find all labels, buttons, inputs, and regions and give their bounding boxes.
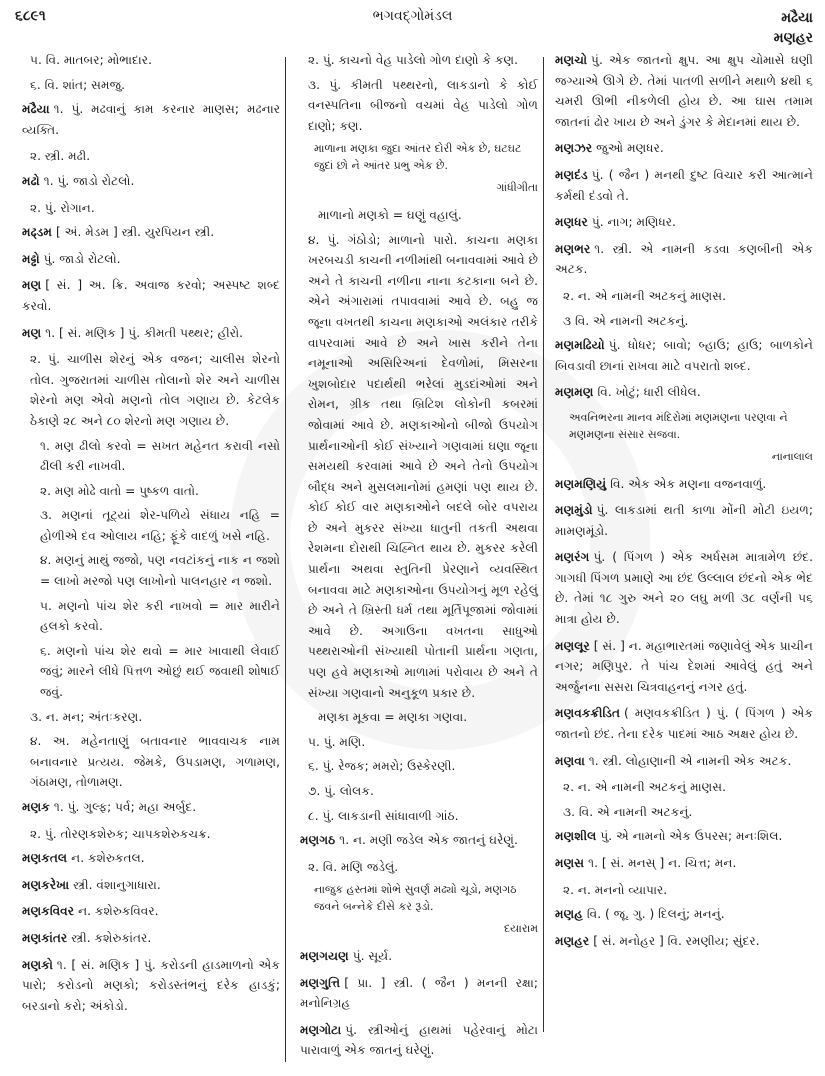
dictionary-entry (22, 323, 280, 344)
dictionary-entry (555, 547, 813, 629)
idiom: ૩. મણનાં તૂટ્યાં શેર-પળિયે સંધાય નહિ = હોળીએ દવ ઓલાય નહિ; ફૂંકે વાદળું ખસે નહિ. (40, 508, 280, 543)
headword: મણકો (22, 957, 53, 972)
idiom: મણકા મૂકવા = મણકા ગણવા. (318, 710, 468, 725)
dictionary-entry (555, 138, 813, 159)
headword: મણસ (555, 856, 585, 870)
dictionary-entry (555, 165, 813, 206)
sense-definition: ૨. પું. કાચનો વેહ પાડેલો ગોળ દાણો કે કણ. (308, 53, 519, 67)
definition: ૧. પું. મઢવાનું કામ કરનાર માણસ; મઢનાર વ્યક્તિ. (22, 102, 280, 137)
definition: ૧. સ્ત્રી. એ નામની કડવા કણબીની એક અટક. (555, 241, 813, 277)
sense-definition: ૨. પું. તોરણકશેરુક; ચાપકશેરુકચક્ર. (30, 826, 211, 841)
sense-definition: ૩ વિ. એ નામની અટકનું. (563, 313, 689, 328)
headword: મણમઢિયો (555, 338, 605, 353)
dictionary-entry (22, 848, 280, 869)
quotation: નાજુક હસ્તમાં શોભે સુવર્ણ મઢ્યો ચૂડો, મણગઠ જવને બન્નેકે દીસે કર રૂડો. (314, 883, 517, 914)
sense-definition: ૩. વિ. એ નામની અટકનું. (563, 804, 693, 819)
headword: મણકતલ (22, 851, 68, 866)
headword: મણલૂર (555, 638, 590, 653)
definition: પું. સ્ત્રીઓનું હાથમાં પહેરવાનું મોટા પારાવાળું એક જાતનું ઘરેણું. (300, 1022, 538, 1058)
sense-definition: ૨. પું. ચાળીસ શેરનું એક વજન; ચાલીસ શેરનો તોલ. ગુજરાતમાં ચાળીસ તોલાનો શેર અને ચાળીસ શેરનો મણ એવો મણનો તોલ ગણાય છે. કેટલેક ઠેકાણે ૨૮ અને ૮૦ શેરનો મણ ગણાય છે. (30, 352, 280, 428)
column-left (22, 50, 280, 1022)
headword: મણકાંતર (22, 930, 68, 945)
dictionary-entry (22, 875, 280, 896)
dictionary-entry (555, 931, 813, 952)
definition: પું. નાગ; મણિધર. (591, 215, 676, 230)
dictionary-entry (555, 50, 813, 132)
dictionary-entry (555, 382, 813, 403)
sense-definition: ૪. પું. ગંઠોડો; માળાનો પારો. કાચના મણકા ખરબચડી કાચની નળીમાંથી બનાવવામાં આવે છે અને તે કાચની નળીના નાના કટકાના બને છે. એને અંગારામાં તપાવવામાં આવે છે. બહુ જ જૂના વખતથી કાચના મણકાઓ અલંકાર તરીકે વાપરવામાં આવે છે અને ખાસ કરીને તેના નમૂનાઓ અસિરિઅનાં દેવળોમાં, મિસરના ખુશબોદાર પદાર્થથી ભરેલાં મુડદાંઓમાં અને રોમન, ગ્રીક તથા બ્રિટિશ લોકોની કબરમાં જોવામાં આવે છે. મણકાઓનો બીજો ઉપયોગ પ્રાર્થનાઓની કોઈ સંખ્યાને ગણવામાં ઘણા જૂના સમયથી કરવામાં આવે છે અને તેનો ઉપયોગ બૌદ્ધ અને મુસલમાનોમાં હમણાં પણ થાય છે. કોઈ કોઈ વાર મણકાઓને બદલે બોર વપરાય છે અને મુકરર સંખ્યા ધાતુની તકતી અથવા રેશમના દોરાથી ચિહ્નિત થાય છે. મુકરર કરેલી પ્રાર્થના અથવા સ્તુતિની પ્રેરણાને વ્યવસ્થિત બનાવવા માટે મણકાઓના ઉપયોગનું મૂળ રહેલું છે અને તે ખ્રિસ્તી ધર્મ તથા મૂર્તિપૂજામાં જોવામાં આવે છે. અગાઉના વખતના સાધુઓ પથ્થરાઓની સંખ્યાથી પોતાની પ્રાર્થના ગણતા, પણ હવે મણકાઓ માળામાં પરોવાય છે અને તે સંખ્યા ગણવાનો અનુકૂળ પ્રકાર છે. (308, 232, 538, 700)
quotation-source: ગાંધીગીતા (496, 181, 538, 195)
definition: પું. ( પિંગળ ) એક અર્ધસમ માત્રામેળ છંદ. ગાગધી પિંગળ પ્રમાણે આ છંદ ઉલ્લાલ છંદનો એક ભેદ છે. તેમાં ૧૮ ગુરુ અને ૨૦ લઘુ મળી ૩૮ વર્ણની ૫૬ માત્રા હોય છે. (555, 550, 813, 627)
headword: મઢ્ઢો (22, 251, 40, 266)
headword: મણરંગ (555, 550, 590, 565)
idiom: ૬. મણનો પાંચ શેર થવો = માર ખાવાથી લેવાઈ જવું; મારને લીધે પિત્તળ ઓછું થઈ જવાથી શોષાઈ જવું. (40, 643, 280, 700)
headword: મણકવિવર (22, 904, 75, 919)
headword: મણમણ (555, 385, 594, 400)
definition: પું. લાકડામાં થતી કાળા મોંની મોટી ઇયળ; મામણમૂંડો. (555, 503, 813, 538)
headword: મણગોટા (300, 1022, 342, 1037)
dictionary-entry (555, 703, 813, 744)
definition: [ સં. મનોહર ] વિ. રમણીય; સુંદર. (593, 933, 760, 948)
headword: મણઝર (555, 141, 593, 156)
definition: ન. કશેરુકવિવર. (78, 904, 159, 919)
column-right (555, 50, 813, 957)
headword: મણહર (555, 933, 590, 948)
definition: સ્ત્રી. કશેરુકાંતર. (71, 930, 152, 945)
sense-definition: ૨. ન. એ નામની અટકનું માણસ. (563, 780, 727, 795)
headword: મણગઠ (300, 833, 336, 848)
headword: મઢો (22, 173, 40, 188)
quotation-source: દયારામ (503, 922, 538, 936)
headword: મઢ્ડમ (22, 225, 52, 240)
headword: મણ (22, 278, 42, 293)
headword: મણમણિયું (555, 476, 607, 491)
definition: [ સં. ] અ. ક્રિ. અવાજ કરવો; અસ્પષ્ટ શબ્દ કરવો. (22, 278, 280, 313)
definition: વિ. એક એક મણના વજનવાળું. (610, 476, 767, 491)
definition: વિ. ( જૂ. ગુ. ) દિલનું; મનનું. (586, 907, 725, 922)
definition: ૧. [ સં. મણિક ] પું. કીમતી પથ્થર; હીરો. (45, 325, 243, 340)
dictionary-entry (555, 904, 813, 925)
definition: પું. ( જૈન ) મનથી દુષ્ટ વિચાર કરી આત્માને કર્મથી દંડવો તે. (555, 167, 813, 203)
dictionary-entry (555, 474, 813, 495)
headword: મણભર (555, 241, 591, 256)
dictionary-entry (22, 928, 280, 949)
sense-definition: ૨. ન. એ નામની અટકનું માણસ. (563, 288, 727, 303)
definition: ૧. [ સં. મનસ્ ] ન. ચિત્ત; મન. (588, 856, 737, 870)
sense-definition: ૩. પું. કીમતી પથ્થરનો, લાકડાનો કે કોઈ વનસ્પતિના બીજનો વચમાં વેહ પાડેલો ગોળ દાણો; કણ. (308, 77, 538, 133)
dictionary-entry (22, 222, 280, 243)
dictionary-entry (555, 853, 813, 874)
dictionary-entry (300, 830, 538, 851)
quotation: અવનિભરના માનવ મંદિરોમાં મણમણના પરણવા ને મણમણના સંસાર સજવા. (569, 410, 788, 441)
dictionary-entry (555, 636, 813, 698)
dictionary-entry (555, 335, 813, 376)
idiom: ૫. મણનો પાંચ શેર કરી નાખવો = માર મારીને હલકો કરવો. (40, 598, 280, 634)
page-number: ૬૮૯૧ (15, 8, 46, 24)
sense-definition: ૫. વિ. માતબર; મોભાદાર. (30, 53, 152, 67)
definition: ૧. પું. ગુલ્ફ; પર્વ; મહા અર્બુદ. (53, 800, 197, 814)
sense-definition: ૨. ન. મનનો વ્યાપાર. (563, 882, 668, 897)
headword: મઢૈયા (22, 102, 50, 117)
sense-definition: ૨. પું. રોગાન. (30, 200, 95, 215)
dictionary-entry (300, 1020, 538, 1061)
dictionary-entry (22, 249, 280, 270)
definition: વિ. ખોટું; ધારી લીધેલ. (597, 385, 701, 400)
sense-definition: ૬. વિ. શાંત; સમજુ. (30, 77, 125, 92)
headword: મણધર (555, 215, 588, 230)
dictionary-entry (22, 955, 280, 1017)
idiom: ૧. મણ ઢીલો કરવો = સખત મહેનત કરાવી નસો ઢીલી કરી નાખવી. (40, 438, 280, 474)
dictionary-entry (22, 901, 280, 922)
headword: મણશીલ (555, 829, 597, 844)
definition: ૧. ન. મણી જડેલ એક જાતનું ઘરેણું. (339, 833, 518, 848)
guide-word-first: મઢૈયા (781, 10, 813, 26)
definition: ૧. પું. જાડો રોટલો. (43, 173, 135, 188)
sense-definition: ૨. સ્ત્રી. મઢી. (30, 149, 91, 164)
headword: મણહ (555, 907, 583, 922)
headword: મણવકક્રીડિત (555, 706, 621, 721)
sense-definition: ૪. અ. મહેનતાણું બતાવનાર ભાવવાચક નામ બનાવનાર પ્રત્યય. જેમકે, ઉપડામણ, ગળામણ, ગંઠામણ, તોળામણ. (30, 734, 280, 790)
dictionary-entry (300, 973, 538, 1014)
headword: મણક (22, 800, 50, 814)
sense-definition: ૩. ન. મન; અંતઃકરણ. (30, 709, 143, 724)
idiom: માળાનો મણકો = ઘણું વહાલું. (318, 207, 462, 222)
headword: મણદંડ (555, 167, 588, 182)
headword: મણકરેખા (22, 877, 70, 892)
headword: મણગુત્તિ (300, 975, 341, 990)
headword: મણમુંડો (555, 503, 593, 518)
headword: મણ (22, 325, 42, 340)
dictionary-entry (555, 826, 813, 847)
definition: સ્ત્રી. વંશાનુગાધારા. (73, 877, 161, 892)
sense-definition: ૬. પું. રેજક; મમરો; ઉસ્કેરણી. (308, 759, 456, 774)
definition: [ સં. ] ન. મહાભારતમાં જણાવેલું એક પ્રાચીન નગર; મણિપુર. તે પાંચ દેશમાં આવેલું હતું અને અર્જુનના સસરા ચિત્રવાહનનું નગર હતું. (555, 638, 813, 694)
dictionary-entry (555, 751, 813, 772)
column-middle (300, 50, 538, 1067)
definition: ૧. [ સં. મણિક ] પું. કરોડની હાડમાળનો એક પારો; કરોડનો મણકો; કરોડસ્તંભનું દરેક હાડકું; બરડાનો કરો; અંકોડો. (22, 957, 280, 1013)
dictionary-entry (22, 99, 280, 140)
guide-word-last: મણહર (773, 30, 813, 46)
definition: પું. એક જાતનો ક્ષુપ. આ ક્ષુપ ચોમાસે ઘણી જગ્યાએ ઊગે છે. તેમાં પાતળી સળીને મથાળે ૪થી ૬ ચમરી ઊભી નીકળેલી હોય છે. આ ઘાસ તમામ જાતનાં ઢોર ખાય છે અને ડુંગર કે મેદાનમાં થાય છે. (555, 53, 813, 129)
page-header (0, 8, 825, 46)
idiom: ૪. મણનું માથું જજો, પણ નવટાંકનું નાક ન જશો = લાખો મરજો પણ લાખોનો પાલનહાર ન જશો. (40, 553, 280, 589)
headword: મણચો (555, 53, 588, 67)
dictionary-entry (22, 275, 280, 316)
definition: પું. એ નામનો એક ઉપરસ; મનઃશિલ. (600, 829, 783, 844)
dictionary-entry (300, 946, 538, 967)
sense-definition: ૫. પું. મણિ. (308, 734, 366, 749)
headword: મણગયણ (300, 948, 349, 963)
dictionary-entry (555, 500, 813, 541)
dictionary-entry (22, 797, 280, 818)
headword: મણવા (555, 753, 585, 768)
sense-definition: ૭. પું. લોલક. (308, 784, 374, 798)
sense-definition: ૨. વિ. મણિ જડેલું. (308, 859, 399, 874)
column-divider (285, 57, 286, 1062)
definition: [ પ્રા. ] સ્ત્રી. ( જૈન ) મનની રક્ષા; મનોનિગ્રહ (300, 975, 538, 1011)
running-title: ભગવદ્ગોમંડલ (372, 8, 453, 24)
quotation: માળાના મણકા જુદા આંતર દોરી એક છે, ઘટઘટ જુદાં છો ને આંતર પ્રભુ એક છે. (314, 142, 522, 173)
definition: [ અં. મેડમ ] સ્ત્રી. યુરપિયન સ્ત્રી. (55, 225, 215, 240)
definition: ૧. સ્ત્રી. લોહાણાની એ નામની એક અટક. (588, 753, 792, 768)
definition: પું. સૂર્ય. (352, 948, 393, 963)
sense-definition: ૮. પું. લાકડાની સાંધાવાળી ગાંઠ. (308, 808, 459, 823)
definition: જુઓ મણધર. (596, 141, 664, 156)
dictionary-entry (555, 212, 813, 233)
quotation-source: નાનાલાલ (771, 449, 813, 463)
definition: ( મણવકક્રીડિત ) પું. ( પિંગળ ) એક જાતનો છંદ. તેના દરેક પાદમાં આઠ અક્ષર હોય છે. (555, 706, 813, 742)
idiom: ૨. મણ મોઢે વાતો = પુષ્કળ વાતો. (40, 483, 199, 498)
dictionary-entry (555, 239, 813, 280)
dictionary-entry (22, 171, 280, 192)
definition: ન. કશેરુકતલ. (71, 851, 145, 866)
definition: પું. જાડો રોટલો. (43, 251, 121, 266)
column-divider (543, 57, 544, 1032)
definition: પું. ધોધર; બાવો; બ્હાઉ; હાઉ; બાળકોને બિવડાવી છાનાં રાખવા માટે વપરાતો શબ્દ. (555, 338, 813, 373)
